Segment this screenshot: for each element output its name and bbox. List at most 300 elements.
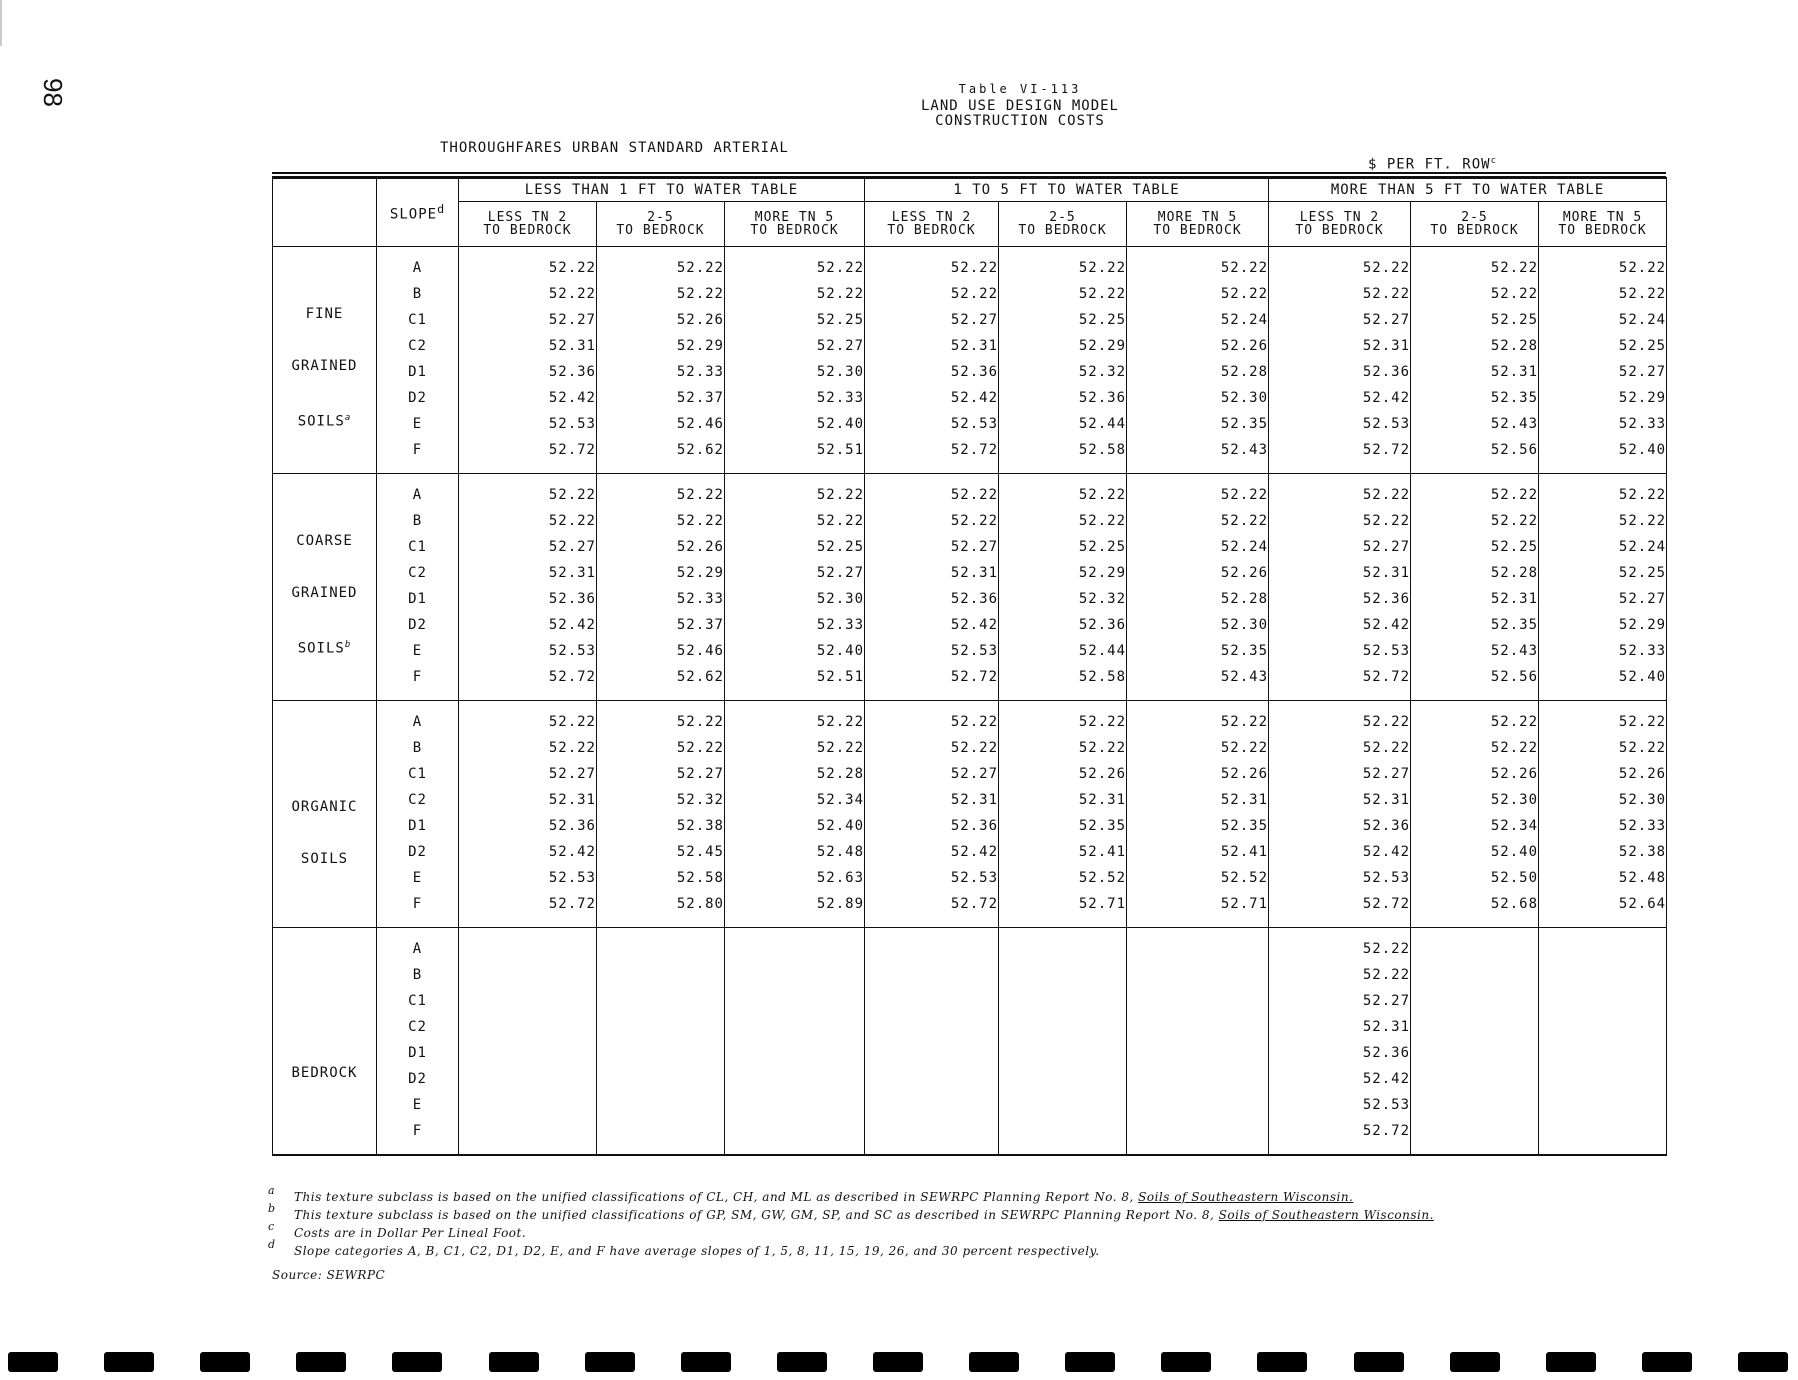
cost-cell: 52.53 (459, 638, 597, 664)
cost-cell: 52.26 (1127, 560, 1269, 586)
depth-header-line2: TO BEDROCK (750, 223, 839, 238)
cost-cell: 52.22 (459, 474, 597, 509)
cost-cell (1411, 962, 1539, 988)
cost-cell: 52.31 (865, 560, 999, 586)
cost-cell: 52.30 (725, 359, 865, 385)
slope-cell: F (377, 437, 459, 474)
cost-cell: 52.22 (459, 735, 597, 761)
cost-cell: 52.33 (1539, 411, 1667, 437)
cost-cell: 52.53 (865, 411, 999, 437)
cost-cell: 52.22 (597, 701, 725, 736)
footnote (268, 1202, 1568, 1224)
table-row (273, 891, 1667, 928)
cost-cell: 52.31 (459, 787, 597, 813)
soil-type-line: FINE (305, 306, 344, 322)
cost-cell: 52.31 (1269, 787, 1411, 813)
cost-cell: 52.22 (1269, 928, 1411, 963)
film-bar (1257, 1352, 1307, 1372)
cost-cell (1411, 1014, 1539, 1040)
cost-cell: 52.22 (1127, 735, 1269, 761)
cost-cell: 52.22 (1269, 508, 1411, 534)
cost-cell: 52.22 (1411, 474, 1539, 509)
cost-cell (597, 962, 725, 988)
cost-cell: 52.22 (1269, 962, 1411, 988)
microfilm-bar-strip (8, 1352, 1788, 1374)
cost-cell: 52.48 (1539, 865, 1667, 891)
cost-cell: 52.41 (999, 839, 1127, 865)
cost-cell (1127, 928, 1269, 963)
cost-cell: 52.26 (1127, 761, 1269, 787)
cost-cell (725, 1092, 865, 1118)
cost-cell: 52.25 (999, 307, 1127, 333)
slope-cell: C2 (377, 787, 459, 813)
cost-cell: 52.38 (1539, 839, 1667, 865)
table-header (870, 82, 1170, 129)
slope-cell: C1 (377, 534, 459, 560)
table-title-line1: LAND USE DESIGN MODEL (920, 98, 1119, 114)
cost-cell (1539, 1040, 1667, 1066)
depth-header (1411, 202, 1539, 247)
cost-cell (1411, 928, 1539, 963)
soil-block (273, 928, 1667, 1156)
cost-cell (1539, 1092, 1667, 1118)
table-row (273, 701, 1667, 736)
slope-cell: D1 (377, 586, 459, 612)
cost-cell: 52.42 (865, 839, 999, 865)
footnotes (268, 1184, 1568, 1284)
soil-type-line: SOILS (300, 851, 349, 867)
cost-cell: 52.38 (597, 813, 725, 839)
slope-cell: C1 (377, 307, 459, 333)
cost-cell: 52.40 (725, 411, 865, 437)
cost-cell: 52.22 (865, 735, 999, 761)
soil-type-label (273, 701, 377, 928)
depth-header (999, 202, 1127, 247)
footnote-mark: b (268, 1202, 276, 1215)
cost-cell: 52.27 (459, 761, 597, 787)
cost-cell (1539, 928, 1667, 963)
cost-cell: 52.27 (725, 333, 865, 359)
soil-type-header (273, 178, 377, 247)
slope-header: SLOPE$^d$ (377, 178, 459, 247)
slope-cell: E (377, 865, 459, 891)
soil-type-label (273, 928, 377, 1156)
cost-cell: 52.30 (725, 586, 865, 612)
cost-cell: 52.29 (597, 560, 725, 586)
cost-cell (725, 988, 865, 1014)
units-note-mark: c (1490, 156, 1497, 166)
cost-cell: 52.22 (597, 474, 725, 509)
cost-cell (865, 1092, 999, 1118)
cost-cell: 52.31 (1269, 560, 1411, 586)
cost-cell: 52.24 (1539, 307, 1667, 333)
cost-cell (1539, 1014, 1667, 1040)
cost-cell: 52.22 (999, 474, 1127, 509)
cost-cell: 52.42 (1269, 1066, 1411, 1092)
table-row (273, 437, 1667, 474)
cost-cell: 52.28 (1127, 359, 1269, 385)
footnote-text: This texture subclass is based on the unified classifications of CL, CH, and ML as described in SEWRPC Planning Report No. 8, (294, 1190, 1134, 1204)
slope-cell: A (377, 928, 459, 963)
cost-cell: 52.36 (459, 586, 597, 612)
page-number: 98 (38, 78, 68, 107)
depth-header-line1: 2-5 (1461, 210, 1488, 225)
soil-note-mark: b (344, 640, 352, 650)
cost-cell: 52.72 (459, 664, 597, 701)
cost-cell: 52.62 (597, 437, 725, 474)
cost-cell: 52.22 (597, 735, 725, 761)
cost-cell: 52.33 (597, 586, 725, 612)
cost-cell (597, 1040, 725, 1066)
depth-header-line2: TO BEDROCK (1295, 223, 1384, 238)
cost-cell: 52.36 (1269, 586, 1411, 612)
slope-note-mark: d (437, 202, 446, 217)
soil-type-line: SOILS$^a$ (297, 413, 352, 430)
cost-cell (999, 1118, 1127, 1155)
cost-cell: 52.22 (1411, 701, 1539, 736)
cost-cell: 52.36 (1269, 359, 1411, 385)
cost-cell (459, 988, 597, 1014)
depth-header-line1: MORE TN 5 (1562, 210, 1643, 225)
film-bar (1161, 1352, 1211, 1372)
soil-type-line: GRAINED (291, 585, 358, 601)
table-row (273, 928, 1667, 963)
cost-cell: 52.22 (1539, 247, 1667, 282)
cost-cell: 52.24 (1127, 534, 1269, 560)
depth-header (597, 202, 725, 247)
slope-cell: B (377, 735, 459, 761)
cost-cell: 52.22 (725, 701, 865, 736)
table-row (273, 474, 1667, 509)
cost-cell: 52.31 (1411, 586, 1539, 612)
film-bar (777, 1352, 827, 1372)
cost-cell (1127, 1092, 1269, 1118)
footnote-mark: d (268, 1238, 276, 1251)
cost-cell: 52.31 (865, 333, 999, 359)
cost-cell: 52.30 (1127, 385, 1269, 411)
footnote-text: Costs are in Dollar Per Lineal Foot. (294, 1226, 527, 1240)
cost-cell: 52.25 (1411, 307, 1539, 333)
table-row (273, 1014, 1667, 1040)
cost-cell: 52.22 (725, 281, 865, 307)
cost-cell: 52.22 (865, 508, 999, 534)
soil-type-line: GRAINED (291, 358, 358, 374)
table-row (273, 1118, 1667, 1155)
cost-cell (597, 1014, 725, 1040)
footnote-mark: a (268, 1184, 276, 1197)
cost-cell: 52.51 (725, 437, 865, 474)
cost-cell: 52.68 (1411, 891, 1539, 928)
film-bar (8, 1352, 58, 1372)
cost-cell: 52.71 (999, 891, 1127, 928)
depth-header (1539, 202, 1667, 247)
group-header: LESS THAN 1 FT TO WATER TABLE (459, 178, 865, 202)
cost-cell: 52.32 (999, 359, 1127, 385)
film-bar (200, 1352, 250, 1372)
cost-cell: 52.27 (459, 534, 597, 560)
cost-cell (1539, 962, 1667, 988)
cost-cell: 52.22 (1269, 247, 1411, 282)
cost-cell: 52.22 (865, 701, 999, 736)
cost-cell: 52.36 (1269, 1040, 1411, 1066)
cost-cell: 52.30 (1539, 787, 1667, 813)
cost-cell: 52.52 (999, 865, 1127, 891)
cost-cell: 52.31 (1269, 1014, 1411, 1040)
cost-cell (459, 1040, 597, 1066)
cost-cell (459, 1118, 597, 1155)
cost-cell: 52.22 (865, 474, 999, 509)
cost-cell: 52.22 (1269, 735, 1411, 761)
cost-cell: 52.22 (999, 247, 1127, 282)
cost-cell: 52.35 (999, 813, 1127, 839)
cost-cell: 52.58 (597, 865, 725, 891)
scan-edge-mark (0, 0, 2, 46)
slope-cell: F (377, 1118, 459, 1155)
cost-cell: 52.25 (725, 307, 865, 333)
cost-cell: 52.46 (597, 411, 725, 437)
cost-cell: 52.53 (459, 865, 597, 891)
cost-cell (999, 962, 1127, 988)
cost-cell: 52.42 (459, 385, 597, 411)
cost-cell: 52.22 (1127, 247, 1269, 282)
cost-cell: 52.53 (1269, 1092, 1411, 1118)
units-label: $ PER FT. ROW$^c$ (1368, 156, 1497, 173)
film-bar (392, 1352, 442, 1372)
slope-cell: D1 (377, 1040, 459, 1066)
film-bar (969, 1352, 1019, 1372)
cost-cell: 52.64 (1539, 891, 1667, 928)
cost-cell: 52.72 (459, 437, 597, 474)
slope-cell: F (377, 664, 459, 701)
cost-cell: 52.25 (1411, 534, 1539, 560)
cost-cell: 52.27 (1539, 359, 1667, 385)
cost-cell (865, 1014, 999, 1040)
cost-cell: 52.51 (725, 664, 865, 701)
cost-cell (1411, 1118, 1539, 1155)
cost-cell: 52.25 (725, 534, 865, 560)
cost-cell: 52.58 (999, 664, 1127, 701)
table-row (273, 664, 1667, 701)
cost-cell: 52.40 (1539, 664, 1667, 701)
table-row (273, 534, 1667, 560)
cost-cell: 52.22 (1539, 281, 1667, 307)
cost-cell (459, 928, 597, 963)
depth-header (1127, 202, 1269, 247)
cost-cell: 52.24 (1127, 307, 1269, 333)
cost-cell (865, 928, 999, 963)
cost-cell: 52.27 (1269, 761, 1411, 787)
footnote (268, 1220, 1568, 1242)
film-bar (104, 1352, 154, 1372)
cost-cell: 52.53 (1269, 865, 1411, 891)
soil-block (273, 701, 1667, 928)
depth-header-line2: TO BEDROCK (887, 223, 976, 238)
soil-type-line: SOILS$^b$ (297, 640, 352, 657)
cost-cell: 52.22 (1411, 247, 1539, 282)
cost-cell: 52.72 (1269, 1118, 1411, 1155)
cost-cell: 52.53 (1269, 411, 1411, 437)
cost-cell: 52.35 (1127, 638, 1269, 664)
cost-cell: 52.22 (1127, 281, 1269, 307)
depth-header-line1: LESS TN 2 (1299, 210, 1380, 225)
cost-cell: 52.33 (1539, 638, 1667, 664)
cost-cell: 52.22 (597, 247, 725, 282)
cost-cell: 52.22 (1411, 281, 1539, 307)
cost-cell: 52.22 (459, 247, 597, 282)
slope-cell: E (377, 411, 459, 437)
soil-block (273, 474, 1667, 701)
cost-cell (725, 1066, 865, 1092)
footnote-reference-title: Soils of Southeastern Wisconsin. (1138, 1190, 1354, 1204)
depth-header (725, 202, 865, 247)
cost-cell (597, 1118, 725, 1155)
depth-header-line1: LESS TN 2 (487, 210, 568, 225)
cost-cell: 52.29 (597, 333, 725, 359)
cost-cell: 52.52 (1127, 865, 1269, 891)
cost-cell: 52.72 (1269, 664, 1411, 701)
cost-cell: 52.22 (459, 701, 597, 736)
cost-cell: 52.35 (1127, 411, 1269, 437)
cost-cell: 52.26 (1127, 333, 1269, 359)
cost-cell (999, 928, 1127, 963)
cost-cell: 52.22 (1269, 474, 1411, 509)
cost-cell: 52.46 (597, 638, 725, 664)
depth-header (865, 202, 999, 247)
cost-cell: 52.36 (865, 359, 999, 385)
depth-header-line1: 2-5 (1049, 210, 1076, 225)
cost-cell: 52.56 (1411, 437, 1539, 474)
footnote (268, 1238, 1568, 1260)
cost-cell (725, 962, 865, 988)
cost-cell: 52.32 (999, 586, 1127, 612)
cost-cell: 52.72 (865, 664, 999, 701)
cost-cell (597, 1092, 725, 1118)
table-row (273, 638, 1667, 664)
cost-cell (1127, 1118, 1269, 1155)
cost-cell (999, 988, 1127, 1014)
table-row (273, 612, 1667, 638)
cost-cell: 52.71 (1127, 891, 1269, 928)
table-row (273, 1092, 1667, 1118)
film-bar (873, 1352, 923, 1372)
cost-cell (725, 1118, 865, 1155)
cost-cell: 52.25 (999, 534, 1127, 560)
cost-cell: 52.89 (725, 891, 865, 928)
cost-cell: 52.22 (597, 281, 725, 307)
cost-cell: 52.26 (1539, 761, 1667, 787)
cost-cell: 52.42 (1269, 839, 1411, 865)
cost-cell: 52.40 (725, 813, 865, 839)
cost-cell (1127, 1014, 1269, 1040)
cost-cell: 52.28 (1411, 333, 1539, 359)
table-row (273, 839, 1667, 865)
cost-cell: 52.22 (1539, 508, 1667, 534)
table-subtitle: THOROUGHFARES URBAN STANDARD ARTERIAL (440, 140, 789, 156)
table-row (273, 560, 1667, 586)
slope-cell: F (377, 891, 459, 928)
cost-cell: 52.22 (999, 701, 1127, 736)
cost-cell (999, 1014, 1127, 1040)
table-row (273, 761, 1667, 787)
cost-cell: 52.36 (1269, 813, 1411, 839)
cost-cell: 52.25 (1539, 333, 1667, 359)
cost-cell: 52.33 (597, 359, 725, 385)
cost-cell (1539, 1066, 1667, 1092)
cost-cell: 52.29 (1539, 612, 1667, 638)
group-header: 1 TO 5 FT TO WATER TABLE (865, 178, 1269, 202)
cost-cell (725, 1014, 865, 1040)
cost-cell: 52.36 (459, 813, 597, 839)
cost-cell (1411, 1040, 1539, 1066)
cost-cell: 52.36 (999, 612, 1127, 638)
cost-cell (597, 988, 725, 1014)
cost-cell: 52.22 (459, 508, 597, 534)
cost-cell: 52.33 (1539, 813, 1667, 839)
cost-cell (597, 928, 725, 963)
cost-cell: 52.22 (999, 735, 1127, 761)
slope-cell: D1 (377, 813, 459, 839)
cost-cell: 52.43 (1127, 437, 1269, 474)
cost-cell (725, 928, 865, 963)
cost-cell (459, 1066, 597, 1092)
bedrock-depth-header-row (273, 202, 1667, 247)
cost-cell: 52.22 (1539, 474, 1667, 509)
cost-cell (999, 1066, 1127, 1092)
cost-cell: 52.40 (725, 638, 865, 664)
footnote-text: Slope categories A, B, C1, C2, D1, D2, E, and F have average slopes of 1, 5, 8, 11, 15, 19, 26, and 30 percent respectively. (294, 1244, 1100, 1258)
cost-cell: 52.42 (459, 839, 597, 865)
table-title-line2: CONSTRUCTION COSTS (935, 113, 1105, 129)
depth-header-line1: LESS TN 2 (891, 210, 972, 225)
depth-header-line1: MORE TN 5 (1157, 210, 1238, 225)
cost-cell: 52.29 (999, 560, 1127, 586)
depth-header-line2: TO BEDROCK (1558, 223, 1647, 238)
slope-cell: C1 (377, 988, 459, 1014)
depth-header (459, 202, 597, 247)
slope-cell: E (377, 638, 459, 664)
cost-cell (1539, 988, 1667, 1014)
cost-cell: 52.27 (459, 307, 597, 333)
slope-cell: A (377, 474, 459, 509)
slope-cell: C2 (377, 560, 459, 586)
cost-cell: 52.50 (1411, 865, 1539, 891)
slope-cell: D2 (377, 1066, 459, 1092)
cost-cell: 52.45 (597, 839, 725, 865)
cost-cell: 52.22 (1127, 508, 1269, 534)
cost-cell (1411, 1066, 1539, 1092)
cost-cell: 52.27 (725, 560, 865, 586)
cost-cell: 52.27 (1269, 534, 1411, 560)
depth-header-line2: TO BEDROCK (483, 223, 572, 238)
cost-cell: 52.72 (459, 891, 597, 928)
film-bar (1065, 1352, 1115, 1372)
source-note: Source: SEWRPC (272, 1268, 386, 1282)
cost-cell: 52.72 (1269, 891, 1411, 928)
depth-header (1269, 202, 1411, 247)
cost-cell (865, 962, 999, 988)
table-row (273, 307, 1667, 333)
cost-cell: 52.35 (1411, 612, 1539, 638)
table-row (273, 508, 1667, 534)
footnote-text: This texture subclass is based on the unified classifications of GP, SM, GW, GM, SP, and SC as described in SEWRPC Planning Report No. 8, (294, 1208, 1215, 1222)
cost-cell: 52.42 (459, 612, 597, 638)
cost-cell: 52.31 (865, 787, 999, 813)
cost-cell: 52.22 (1269, 281, 1411, 307)
cost-cell: 52.27 (865, 761, 999, 787)
cost-cell: 52.35 (1127, 813, 1269, 839)
table-row (273, 411, 1667, 437)
slope-cell: D2 (377, 839, 459, 865)
